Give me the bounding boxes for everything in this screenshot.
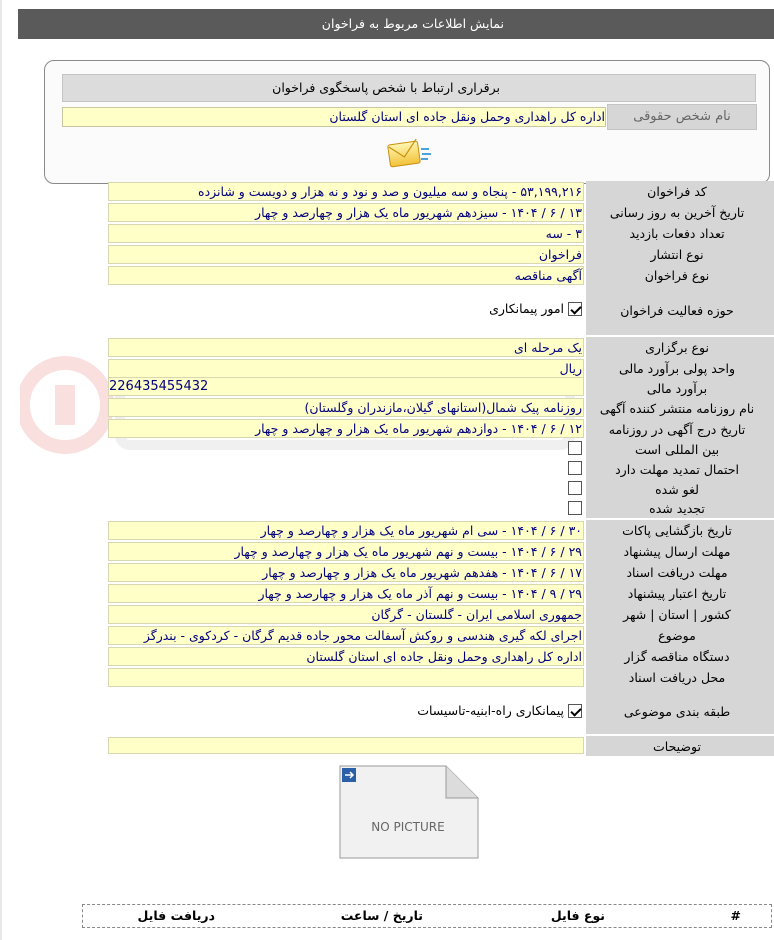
row-label-estimate: برآورد مالی <box>586 379 774 398</box>
row-label-tender-type: نوع فراخوان <box>586 265 774 286</box>
row-value-docs-deadline: ۱۷ / ۶ / ۱۴۰۴ - هفدهم شهریور ماه یک هزار و چهارصد و چهار <box>108 563 584 582</box>
no-picture-text: NO PICTURE <box>371 820 445 834</box>
row-label-description: توضیحات <box>586 736 774 756</box>
row-label-visit-count: تعداد دفعات بازدید <box>586 223 774 244</box>
row-label-cancelled: لغو شده <box>586 479 774 499</box>
row-value-visit-count: ۳ - سه <box>108 224 584 243</box>
row-label-subject: موضوع <box>586 625 774 646</box>
files-table-header <box>82 904 772 928</box>
row-label-last-update: تاریخ آخرین به روز رسانی <box>586 202 774 223</box>
row-label-location: کشور | استان | شهر <box>586 604 774 625</box>
row-value-tender-code: ۵۳,۱۹۹,۲۱۶ - پنجاه و سه میلیون و صد و نود و نه هزار و دویست و شانزده <box>108 182 584 201</box>
row-label-international: بین المللی است <box>586 440 774 459</box>
row-label-offer-validity: تاریخ اعتبار پیشنهاد <box>586 583 774 604</box>
row-value-publish-type: فراخوان <box>108 245 584 264</box>
page-header <box>18 9 774 39</box>
row-label-extension-possible: احتمال تمدید مهلت دارد <box>586 459 774 479</box>
row-value-holding-type: یک مرحله ای <box>108 338 584 357</box>
row-value-newspaper-date: ۱۲ / ۶ / ۱۴۰۴ - دوازدهم شهریور ماه یک هزار و چهارصد و چهار <box>108 419 584 438</box>
activity-scope-text: امور پیمانکاری <box>489 301 564 316</box>
no-picture-icon <box>338 764 480 860</box>
row-label-docs-deadline: مهلت دریافت اسناد <box>586 562 774 583</box>
row-label-tender-code: کد فراخوان <box>586 181 774 202</box>
row-label-docs-location: محل دریافت اسناد <box>586 667 774 688</box>
activity-scope-checkbox[interactable] <box>568 302 582 316</box>
row-value-currency: ریال <box>108 359 584 378</box>
row-label-organizer: دستگاه مناقصه گزار <box>586 646 774 667</box>
row-label-holding-type: نوع برگزاری <box>586 337 774 358</box>
row-label-category: طبقه بندی موضوعی <box>586 688 774 734</box>
row-value-tender-type: آگهی مناقصه <box>108 266 584 285</box>
mail-icon[interactable] <box>385 135 433 175</box>
row-value-docs-location <box>108 668 584 687</box>
row-label-renewed: تجدید شده <box>586 499 774 518</box>
row-value-offer-validity: ۲۹ / ۹ / ۱۴۰۴ - بیست و نهم آذر ماه یک هزار و چهارصد و چهار <box>108 584 584 603</box>
row-value-submission-deadline: ۲۹ / ۶ / ۱۴۰۴ - بیست و نهم شهریور ماه یک هزار و چهارصد و چهار <box>108 542 584 561</box>
row-value-last-update: ۱۳ / ۶ / ۱۴۰۴ - سیزدهم شهریور ماه یک هزار و چهارصد و چهار <box>108 203 584 222</box>
renewed-checkbox[interactable] <box>568 501 582 515</box>
contact-panel-title-bar <box>62 74 756 102</box>
person-type-label: نام شخص حقوقی <box>607 104 757 130</box>
row-label-newspaper: نام روزنامه منتشر کننده آگهی <box>586 398 774 419</box>
files-col-datetime: تاریخ / ساعت <box>340 908 423 923</box>
row-value-estimate: 226435455432 <box>108 377 584 396</box>
international-checkbox[interactable] <box>568 441 582 455</box>
category-checkbox[interactable] <box>568 704 582 718</box>
row-value-opening-date: ۳۰ / ۶ / ۱۴۰۴ - سی ام شهریور ماه یک هزار و چهارصد و چهار <box>108 521 584 540</box>
files-col-type: نوع فایل <box>550 908 605 923</box>
page-title: نمایش اطلاعات مربوط به فراخوان <box>321 16 504 31</box>
files-col-download: دریافت فایل <box>137 908 215 923</box>
cancelled-checkbox[interactable] <box>568 481 582 495</box>
extension-possible-checkbox[interactable] <box>568 461 582 475</box>
row-value-description <box>108 737 584 754</box>
row-value-subject: اجرای لکه گیری هندسی و روکش آسفالت محور جاده قدیم گرگان - کردکوی - بندرگز <box>108 626 584 645</box>
files-col-number: # <box>730 908 741 923</box>
row-label-submission-deadline: مهلت ارسال پیشنهاد <box>586 541 774 562</box>
row-label-currency: واحد پولی برآورد مالی <box>586 358 774 379</box>
contact-panel-title: برقراری ارتباط با شخص پاسخگوی فراخوان <box>272 80 500 95</box>
row-label-activity-scope: حوزه فعالیت فراخوان <box>586 286 774 335</box>
row-value-location: جمهوری اسلامی ایران - گلستان - گرگان <box>108 605 584 624</box>
row-value-organizer: اداره کل راهداری وحمل ونقل جاده ای استان گلستان <box>108 647 584 666</box>
row-value-newspaper: روزنامه پیک شمال(استانهای گیلان،مازندران وگلستان) <box>108 398 584 417</box>
row-label-opening-date: تاریخ بازگشایی پاکات <box>586 520 774 541</box>
person-name-field <box>62 107 606 127</box>
row-label-publish-type: نوع انتشار <box>586 244 774 265</box>
category-text: پیمانکاری راه-ابنیه-تاسیسات <box>417 703 564 718</box>
person-name-value: اداره کل راهداری وحمل ونقل جاده ای استان گلستان <box>329 109 605 124</box>
page-left-border <box>0 0 2 940</box>
row-label-newspaper-date: تاریخ درج آگهی در روزنامه <box>586 419 774 440</box>
contact-panel <box>44 60 770 184</box>
